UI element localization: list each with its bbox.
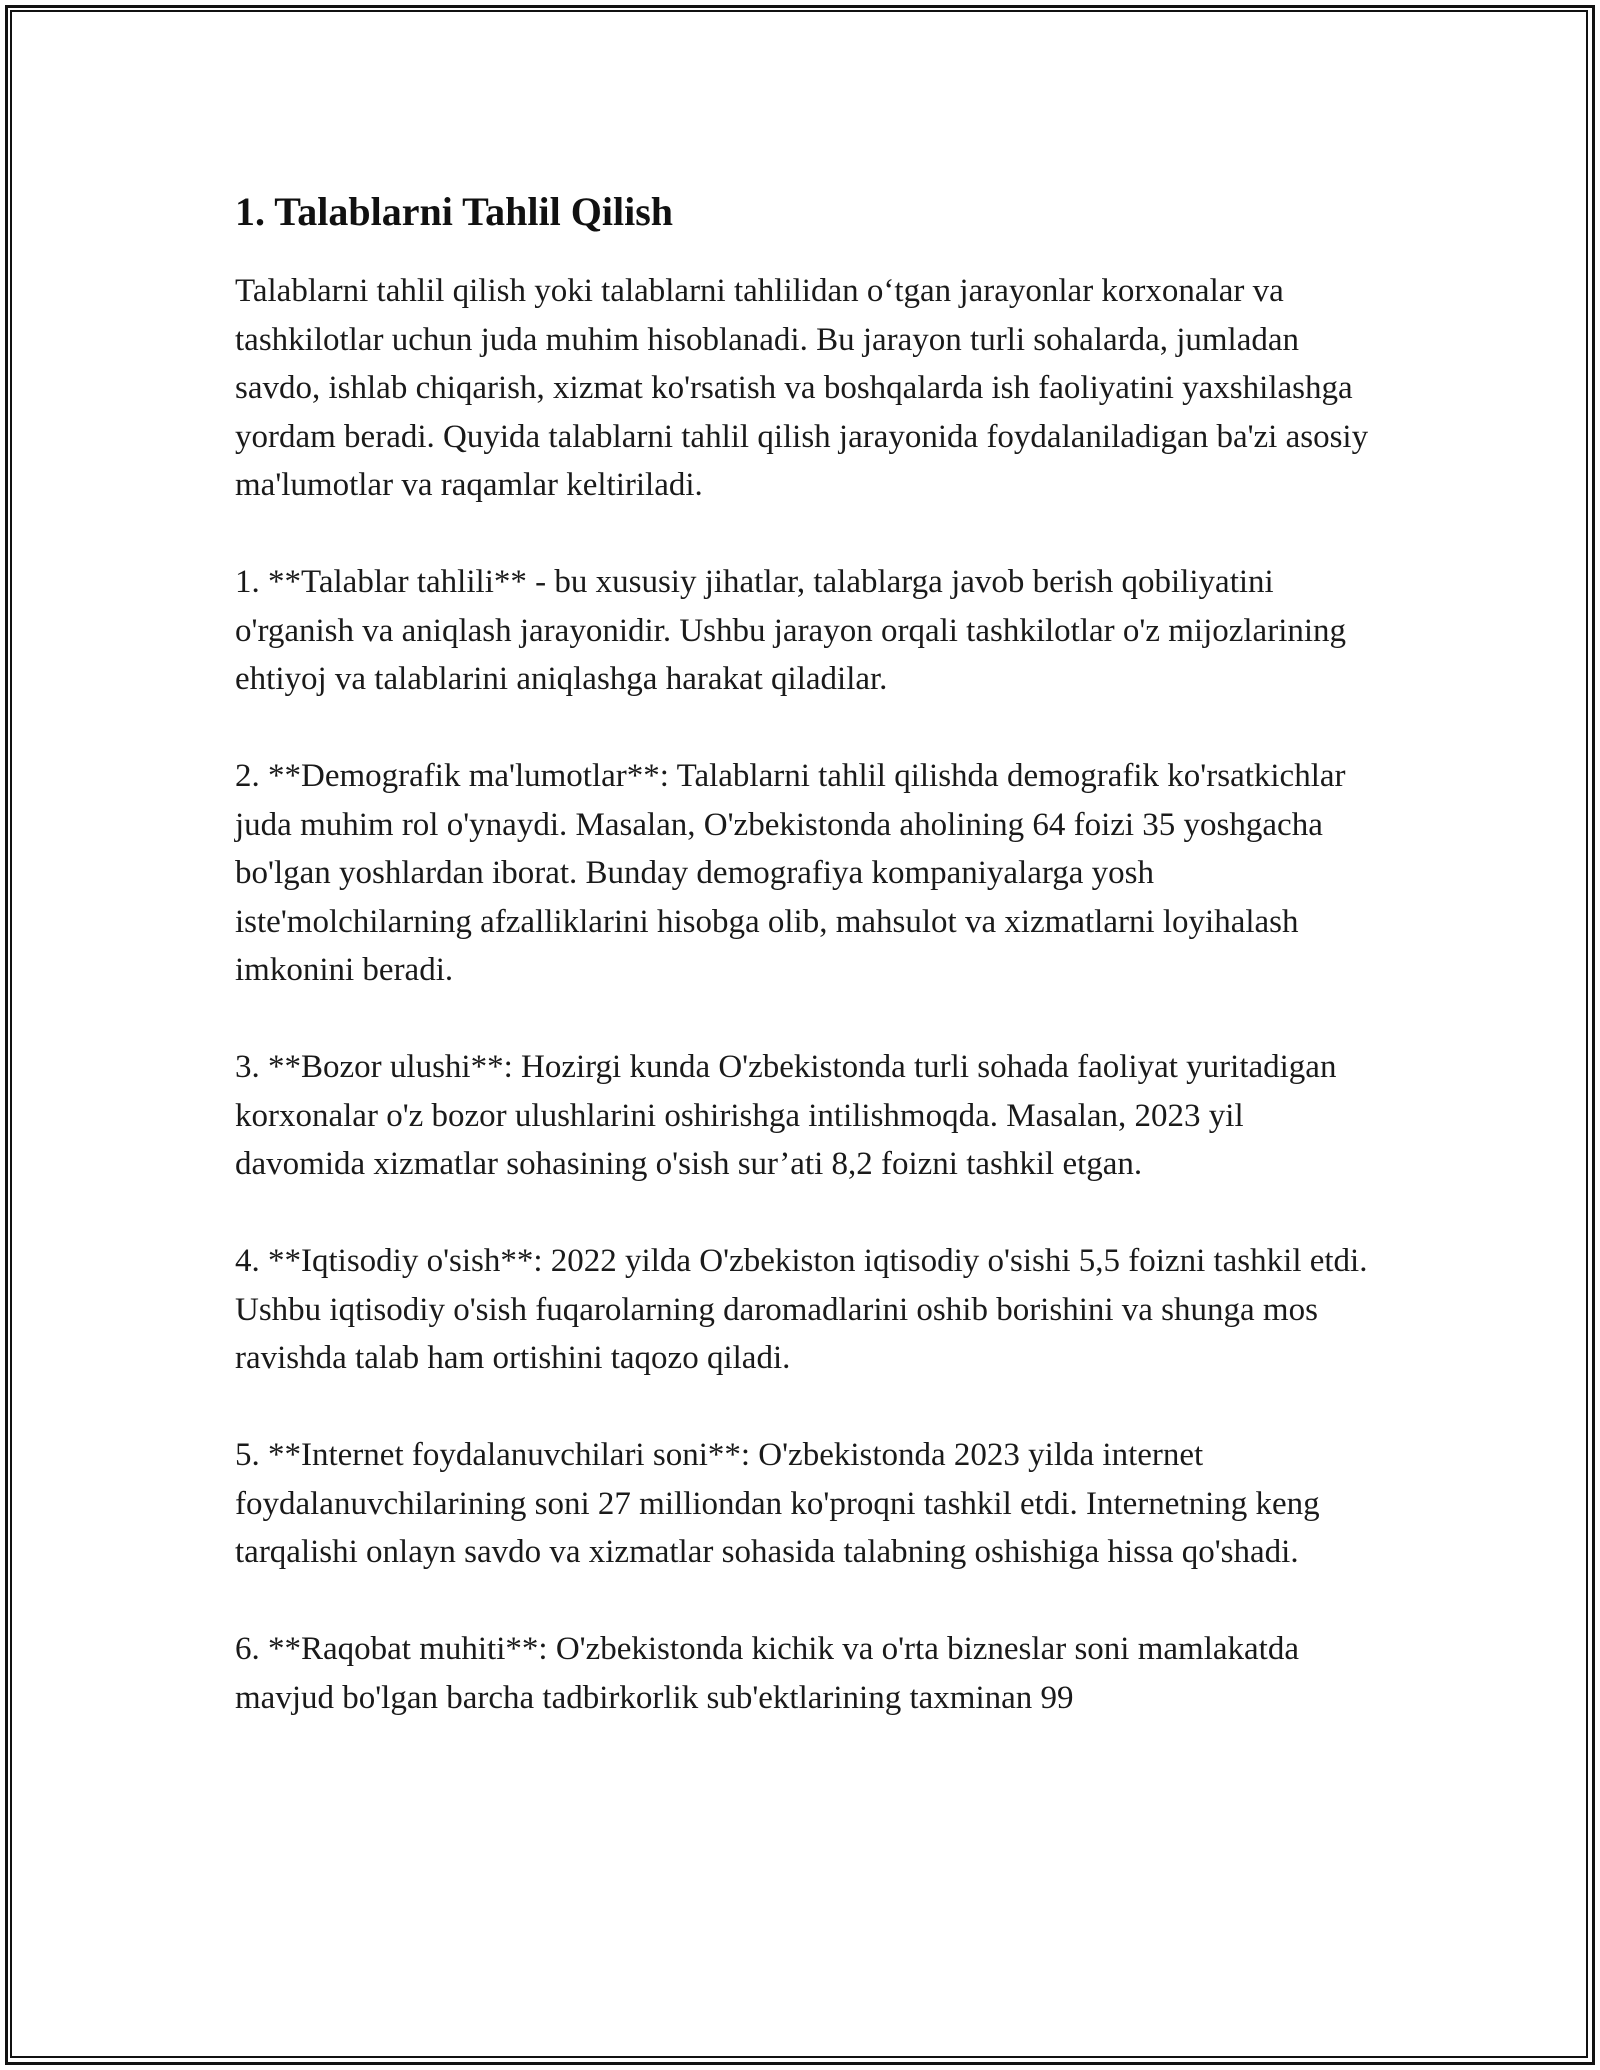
list-item-iqtisodiy-osish: 4. **Iqtisodiy o'sish**: 2022 yilda O'zbekiston iqtisodiy o'sishi 5,5 foizni tashkil etdi. Ushbu iqtisodiy o'sish fuqarolarning daromadlarini oshib borishini va shunga mos ravishda talab ham ortishini taqozo qiladi. (235, 1243, 1368, 1376)
list-item-talablar-tahlili: 1. **Talablar tahlili** - bu xususiy jihatlar, talablarga javob berish qobiliyatini o'rganish va aniqlash jarayonidir. Ushbu jarayon orqali tashkilotlar o'z mijozlarining ehtiyoj va talablarini aniqlashga harakat qiladilar. (235, 564, 1347, 697)
intro-paragraph: Talablarni tahlil qilish yoki talablarni tahlilidan o‘tgan jarayonlar korxonalar va tashkilotlar uchun juda muhim hisoblanadi. Bu jarayon turli sohalarda, jumladan savdo, ishlab chiqarish, xizmat ko'rsatish va boshqalarda ish faoliyatini yaxshilashga yordam beradi. Quyida talablarni tahlil qilish jarayonida foydalaniladigan ba'zi asosiy ma'lumotlar va raqamlar keltiriladi. (235, 273, 1369, 503)
list-item-internet: 5. **Internet foydalanuvchilari soni**: O'zbekistonda 2023 yilda internet foydalanuvchilarining soni 27 milliondan ko'proqni tashkil etdi. Internetning keng tarqalishi onlayn savdo va xizmatlar sohasida talabning oshishiga hissa qo'shadi. (235, 1437, 1320, 1570)
list-item-demografik: 2. **Demografik ma'lumotlar**: Talablarni tahlil qilishda demografik ko'rsatkichlar juda muhim rol o'ynaydi. Masalan, O'zbekistonda aholining 64 foizi 35 yoshgacha bo'lgan yoshlardan iborat. Bunday demografiya kompaniyalarga yosh iste'molchilarning afzalliklarini hisobga olib, mahsulot va xizmatlarni loyihalash imkonini beradi. (235, 758, 1346, 988)
section-heading: 1. Talablarni Tahlil Qilish (235, 189, 674, 234)
list-item-raqobat: 6. **Raqobat muhiti**: O'zbekistonda kichik va o'rta bizneslar soni mamlakatda mavjud bo'lgan barcha tadbirkorlik sub'ektlarining taxminan 99 (235, 1631, 1299, 1716)
document-body (235, 185, 1375, 1771)
list-item-bozor-ulushi: 3. **Bozor ulushi**: Hozirgi kunda O'zbekistonda turli sohada faoliyat yuritadigan korxonalar o'z bozor ulushlarini oshirishga intilishmoqda. Masalan, 2023 yil davomida xizmatlar sohasining o'sish sur’ati 8,2 foizni tashkil etgan. (235, 1049, 1337, 1182)
